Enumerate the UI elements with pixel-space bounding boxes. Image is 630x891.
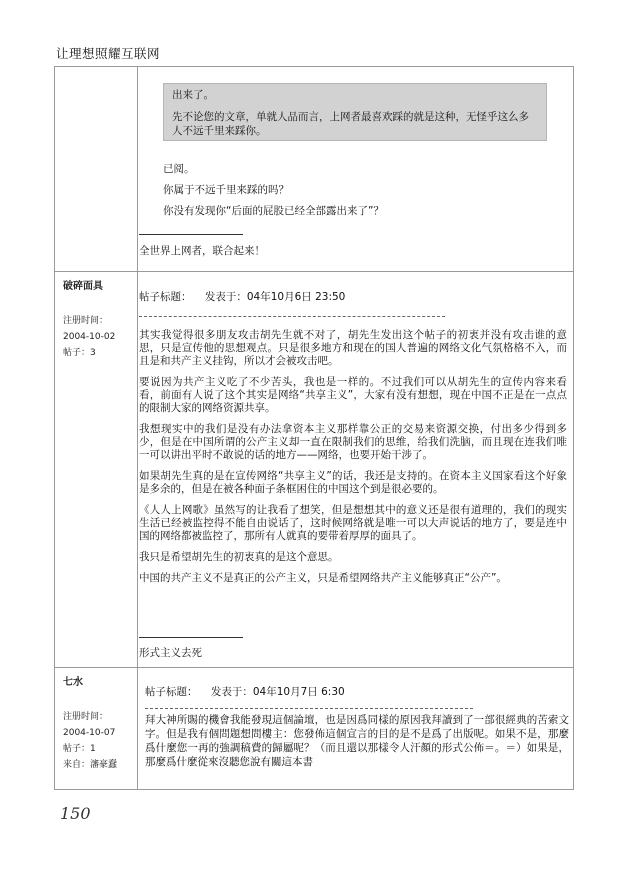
post-timestamp: 发表于：04年10月7日 6:30 — [210, 686, 345, 698]
quoted-text-box — [163, 83, 547, 141]
username[interactable]: 破碎面具 — [63, 281, 103, 292]
post-count: 帖子：1 — [63, 744, 96, 754]
post-body — [145, 713, 569, 769]
page-number: 150 — [60, 804, 91, 823]
post-paragraph: 如果胡先生真的是在宣传网络“共享主义”的话，我还是支持的。在资本主义国家看这个好象是多余的，但是在被各种面子条框困住的中国这个到是很必要的。 — [139, 470, 567, 495]
post-body — [139, 329, 567, 593]
register-label: 注册时间： — [63, 316, 109, 326]
post-header — [139, 289, 345, 304]
post-divider — [55, 667, 574, 668]
post-title-label: 帖子标题： — [139, 291, 192, 303]
signature-rule — [139, 234, 243, 235]
post-paragraph: 我想现实中的我们是没有办法拿资本主义那样靠公正的交易来资源交换，付出多少得到多少，但是在中国所谓的公产主义却一直在限制我们的思维，给我们洗脑，而且现在连我们唯一可以讲出平时不敢说的话的地方——网络，也要开始干涉了。 — [139, 423, 567, 461]
signature: 全世界上网者，联合起来！ — [139, 245, 265, 257]
dashed-rule — [145, 708, 473, 709]
post-paragraph: 我只是希望胡先生的初衷真的是这个意思。 — [139, 551, 339, 563]
signature: 形式主义去死 — [139, 647, 202, 659]
user-info — [63, 279, 115, 361]
username[interactable]: 七水 — [63, 677, 83, 688]
post-divider — [55, 271, 574, 272]
post-title-label: 帖子标题： — [145, 686, 198, 698]
post-paragraph: 拜大神所賜的機會我能發現這個論壇，也是因爲同樣的原因我拜讀到了一部很經典的苦索文字。但是我有個問題想問樓主：您發佈這個宣言的目的是不是爲了出版呢。如果不是，那麼爲什麼您一再的強調稿費的歸屬呢？（而且還以那樣令人汗顏的形式公佈＝。＝）如果是，那麼爲什麼從來沒聽您說有關這本書 — [145, 714, 569, 768]
column-divider — [137, 67, 138, 790]
reply-line: 已阅。 — [163, 163, 195, 175]
dashed-rule — [139, 316, 445, 317]
register-date: 2004-10-02 — [63, 332, 116, 342]
quote-line: 出来了。 — [172, 89, 214, 101]
post-paragraph: 要说因为共产主义吃了不少苦头，我也是一样的。不过我们可以从胡先生的宣传内容来看看，前面有人说了这个其实是网络“共享主义”，大家有没有想想，现在中国不正是在一点点的限制大家的网络资源共享。 — [139, 376, 567, 414]
post-paragraph: 《人人上网歌》虽然写的让我看了想笑，但是想想其中的意义还是很有道理的，我们的现实生活已经被监控得不能自由说话了，这时候网络就是唯一可以大声说话的地方了，要是连中国的网络都被监控了，那所有人就真的要带着厚厚的面具了。 — [139, 504, 567, 542]
forum-thread-frame — [54, 66, 574, 790]
post-count: 帖子：3 — [63, 348, 96, 358]
quote-line: 先不论您的文章，单就人品而言，上网者最喜欢踩的就是这种，无怪乎这么多人不远千里来踩你。 — [172, 111, 529, 137]
reply-line: 你属于不远千里来踩的吗？ — [163, 184, 289, 196]
post-paragraph: 中国的共产主义不是真正的公产主义，只是希望网络共产主义能够真正“公产”。 — [139, 572, 507, 584]
signature-rule — [139, 637, 243, 638]
post-paragraph: 其实我觉得很多朋友攻击胡先生就不对了，胡先生发出这个帖子的初衷并没有攻击谁的意思，只是宣传他的思想观点。只是很多地方和现在的国人普遍的网络文化气氛格格不入，而且是和共产主义挂钩，所以才会被攻击吧。 — [139, 329, 567, 367]
user-info — [63, 675, 117, 773]
register-label: 注册时间： — [63, 712, 109, 722]
register-date: 2004-10-07 — [63, 728, 116, 738]
reply-text — [163, 159, 384, 222]
user-location: 来自：瀋豪蠢 — [63, 760, 118, 770]
post-header — [145, 684, 345, 699]
reply-line: 你没有发现你“后面的屁股已经全部露出来了”？ — [163, 205, 384, 217]
running-header: 让理想照耀互联网 — [56, 46, 161, 61]
post-timestamp: 发表于：04年10月6日 23:50 — [204, 291, 346, 303]
